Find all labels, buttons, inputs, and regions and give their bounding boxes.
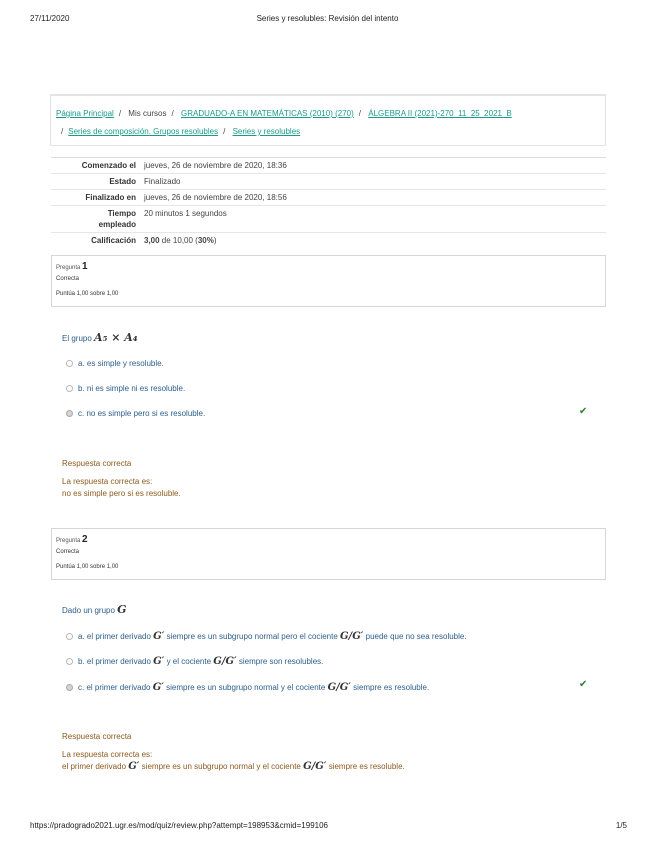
question-1-option-b[interactable]: b. ni es simple ni es resoluble.: [66, 384, 185, 393]
radio-icon[interactable]: [66, 633, 73, 640]
question-2-option-c[interactable]: c. el primer derivado G′ siempre es un subgrupo normal y el cociente G/G′ siempre es resoluble.: [66, 682, 429, 693]
question-1-option-c[interactable]: c. no es simple pero si es resoluble.: [66, 409, 205, 418]
breadcrumb: Página Principal / Mis cursos / GRADUADO-A EN MATEMÁTICAS (2010) (270) / ÁLGEBRA II (2021)-270_11_25_2021_B / Series de composición. Grupos resolubles / Series y resolubles: [50, 94, 606, 146]
summary-row-finished: Finalizado en jueves, 26 de noviembre de 2020, 18:56: [51, 190, 606, 206]
question-status: Correcta: [56, 276, 80, 282]
radio-icon[interactable]: [66, 684, 73, 691]
radio-icon[interactable]: [66, 658, 73, 665]
print-date: 27/11/2020: [30, 14, 70, 23]
question-2-info: Pregunta 2 Correcta Puntúa 1,00 sobre 1,00: [51, 528, 606, 580]
summary-row-state: Estado Finalizado: [51, 174, 606, 190]
breadcrumb-quiz[interactable]: Series y resolubles: [232, 127, 301, 136]
question-points: Puntúa 1,00 sobre 1,00: [56, 291, 119, 297]
question-number: 2: [82, 534, 88, 545]
question-2-text: Dado un grupo G: [62, 603, 127, 616]
math-expression: A₅ × A₄: [94, 331, 138, 344]
question-2-option-b[interactable]: b. el primer derivado G′ y el cociente G/G′ siempre son resolubles.: [66, 656, 323, 667]
print-title: Series y resolubles: Revisión del intento: [256, 14, 399, 23]
summary-row-grade: Calificación 3,00 de 10,00 (30%): [51, 233, 606, 249]
check-icon: ✔: [579, 406, 588, 417]
attempt-summary-table: [51, 157, 606, 248]
question-2-option-a[interactable]: a. el primer derivado G′ siempre es un subgrupo normal pero el cociente G/G′ puede que no sea resoluble.: [66, 631, 467, 642]
breadcrumb-course[interactable]: ÁLGEBRA II (2021)-270_11_25_2021_B: [368, 109, 512, 118]
question-1-option-a[interactable]: a. es simple y resoluble.: [66, 359, 164, 368]
check-icon: ✔: [579, 679, 588, 690]
breadcrumb-home[interactable]: Página Principal: [56, 109, 114, 118]
question-1-text: El grupo A₅ × A₄: [62, 331, 138, 344]
question-number: 1: [82, 261, 88, 272]
radio-icon[interactable]: [66, 385, 73, 392]
question-status: Correcta: [56, 549, 80, 555]
question-1-info: Pregunta 1 Correcta Puntúa 1,00 sobre 1,00: [51, 255, 606, 307]
math-expression: G: [117, 603, 127, 616]
page-number: 1/5: [615, 821, 627, 830]
radio-icon[interactable]: [66, 360, 73, 367]
print-url: https://pradogrado2021.ugr.es/mod/quiz/review.php?attempt=198953&cmid=199106: [30, 821, 328, 830]
summary-row-started: Comenzado el jueves, 26 de noviembre de 2020, 18:36: [51, 158, 606, 174]
radio-icon[interactable]: [66, 410, 73, 417]
question-2-feedback: Respuesta correcta La respuesta correcta es: el primer derivado G′ siempre es un subgrupo normal y el cociente G/G′ siempre es resoluble.: [62, 732, 405, 772]
summary-row-time: Tiempo empleado 20 minutos 1 segundos: [51, 206, 606, 233]
breadcrumb-section[interactable]: Series de composición. Grupos resolubles: [68, 127, 219, 136]
question-points: Puntúa 1,00 sobre 1,00: [56, 564, 119, 570]
breadcrumb-degree[interactable]: GRADUADO-A EN MATEMÁTICAS (2010) (270): [180, 109, 354, 118]
breadcrumb-my-courses: Mis cursos: [128, 109, 167, 118]
question-1-feedback: Respuesta correcta La respuesta correcta es: no es simple pero si es resoluble.: [62, 459, 181, 498]
